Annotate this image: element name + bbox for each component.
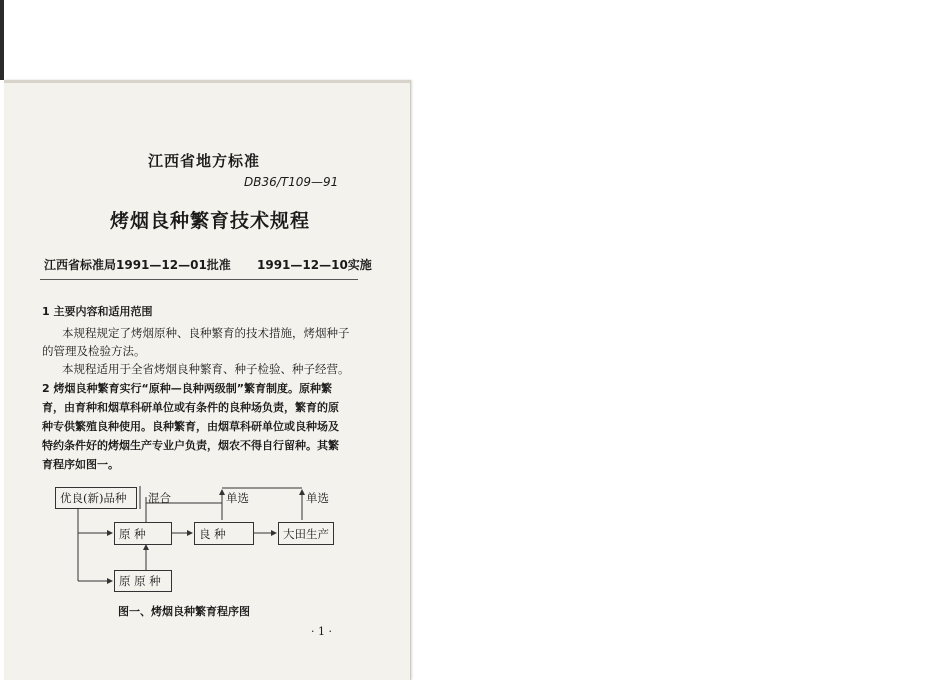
standard-header: 江西省地方标准 (148, 152, 261, 170)
section-1-heading: 1 主要内容和适用范围 (42, 305, 153, 318)
page-number: · 1 · (311, 625, 332, 638)
paragraph-2-line-1: 本规程适用于全省烤烟良种繁育、种子检验、种子经营。 (62, 362, 350, 376)
figure-caption: 图一、烤烟良种繁育程序图 (118, 605, 250, 618)
label-select-1: 单选 (226, 491, 249, 505)
standard-code: DB36/T109—91 (244, 175, 339, 189)
label-mix: 混合 (148, 491, 171, 505)
paragraph-1-line-1: 本规程规定了烤烟原种、良种繁育的技术措施，烤烟种子 (62, 326, 350, 340)
box-foundation-seed: 原 原 种 (114, 570, 172, 592)
approval-line: 江西省标准局1991—12—01批准 (44, 258, 231, 272)
section-2-line-3: 种专供繁殖良种使用。良种繁育，由烟草科研单位或良种场及 (42, 420, 339, 433)
implementation-line: 1991—12—10实施 (257, 258, 372, 272)
paragraph-1-line-2: 的管理及检验方法。 (42, 344, 146, 358)
box-original-seed: 原 种 (114, 522, 172, 545)
label-select-2: 单选 (306, 491, 329, 505)
box-good-seed: 良 种 (194, 522, 254, 545)
section-2-line-5: 育程序如图一。 (42, 458, 119, 471)
box-new-variety: 优良(新)品种 (55, 487, 137, 509)
section-2-line-2: 育，由育种和烟草科研单位或有条件的良种场负责，繁育的原 (42, 401, 339, 414)
section-2-line-4: 特约条件好的烤烟生产专业户负责，烟农不得自行留种。其繁 (42, 439, 339, 452)
box-field-production: 大田生产 (278, 522, 334, 545)
section-2-line-1: 2 烤烟良种繁育实行“原种—良种两级制”繁育制度。原种繁 (42, 382, 332, 395)
document-title: 烤烟良种繁育技术规程 (110, 210, 311, 232)
